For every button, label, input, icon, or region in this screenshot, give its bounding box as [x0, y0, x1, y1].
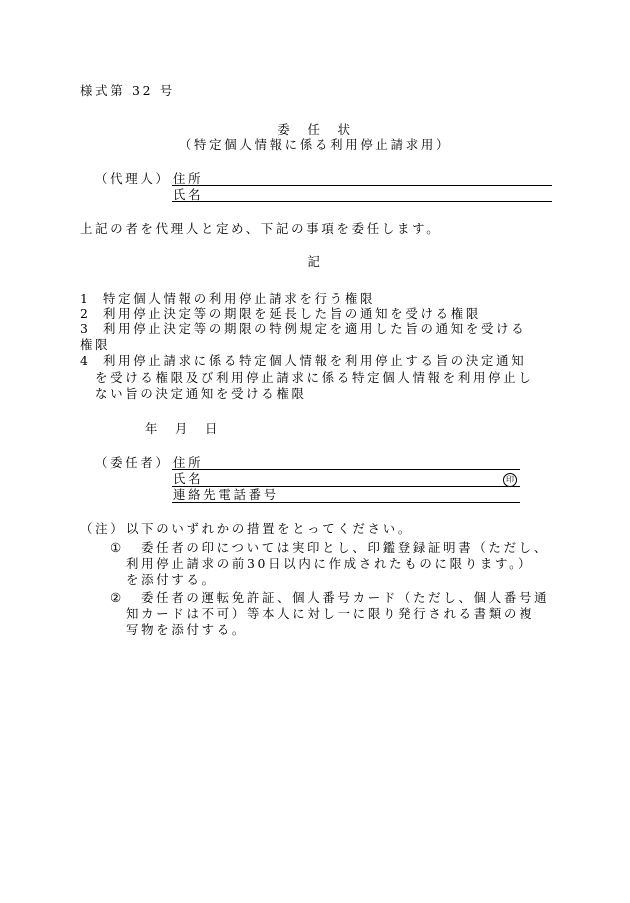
item-number: 1 — [80, 291, 91, 306]
note-text: 利用停止請求の前30日以内に作成されたものに限ります。） — [126, 556, 534, 571]
item-text: 権限 — [80, 337, 111, 352]
form-number: 様式第 32 号 — [80, 83, 176, 98]
notes-intro: 以下のいずれかの措置をとってください。 — [126, 521, 414, 536]
item-number: 4 — [80, 353, 91, 368]
principal-label: （委任者） — [95, 455, 171, 470]
agent-address-line — [172, 185, 552, 186]
note-text: を添付する。 — [126, 572, 217, 587]
note-text: 写物を添付する。 — [126, 622, 247, 637]
date-month: 月 — [175, 421, 191, 436]
agent-name-label: 氏名 — [173, 187, 204, 202]
principal-phone-label: 連絡先電話番号 — [173, 487, 279, 502]
agent-name-line — [172, 201, 552, 202]
document-subtitle: （特定個人情報に係る利用停止請求用） — [178, 137, 452, 152]
delegation-statement: 上記の者を代理人と定め、下記の事項を委任します。 — [80, 221, 442, 236]
item-text: ない旨の決定通知を受ける権限 — [95, 386, 307, 401]
item-text: 利用停止決定等の期限を延長した旨の通知を受ける権限 — [103, 306, 481, 321]
note-text: 知カードは不可）等本人に対し一に限り発行される書類の複 — [126, 606, 535, 621]
item-text: 特定個人情報の利用停止請求を行う権限 — [103, 291, 376, 306]
principal-name-label: 氏名 — [173, 471, 204, 486]
principal-address-line — [172, 469, 520, 470]
seal-mark-icon: 印 — [503, 473, 517, 487]
item-number: 3 — [80, 321, 91, 336]
note-text: 委任者の運転免許証、個人番号カード（ただし、個人番号通 — [141, 590, 550, 605]
item-text: 利用停止決定等の期限の特例規定を適用した旨の通知を受ける — [103, 321, 527, 336]
document-title: 委 任 状 — [277, 122, 353, 137]
notes-label: （注） — [80, 521, 126, 536]
agent-label: （代理人） — [95, 171, 171, 186]
principal-address-label: 住所 — [173, 455, 204, 470]
note-marker: ① — [110, 540, 124, 555]
agent-address-label: 住所 — [173, 171, 204, 186]
item-text: を受ける権限及び利用停止請求に係る特定個人情報を利用停止し — [95, 370, 534, 385]
principal-phone-line — [172, 502, 520, 503]
note-marker: ② — [110, 590, 124, 605]
date-day: 日 — [205, 421, 221, 436]
date-year: 年 — [145, 421, 161, 436]
item-text: 利用停止請求に係る特定個人情報を利用停止する旨の決定通知 — [103, 353, 527, 368]
ki-heading: 記 — [307, 254, 323, 269]
note-text: 委任者の印については実印とし、印鑑登録証明書（ただし、 — [141, 540, 549, 555]
item-number: 2 — [80, 306, 91, 321]
